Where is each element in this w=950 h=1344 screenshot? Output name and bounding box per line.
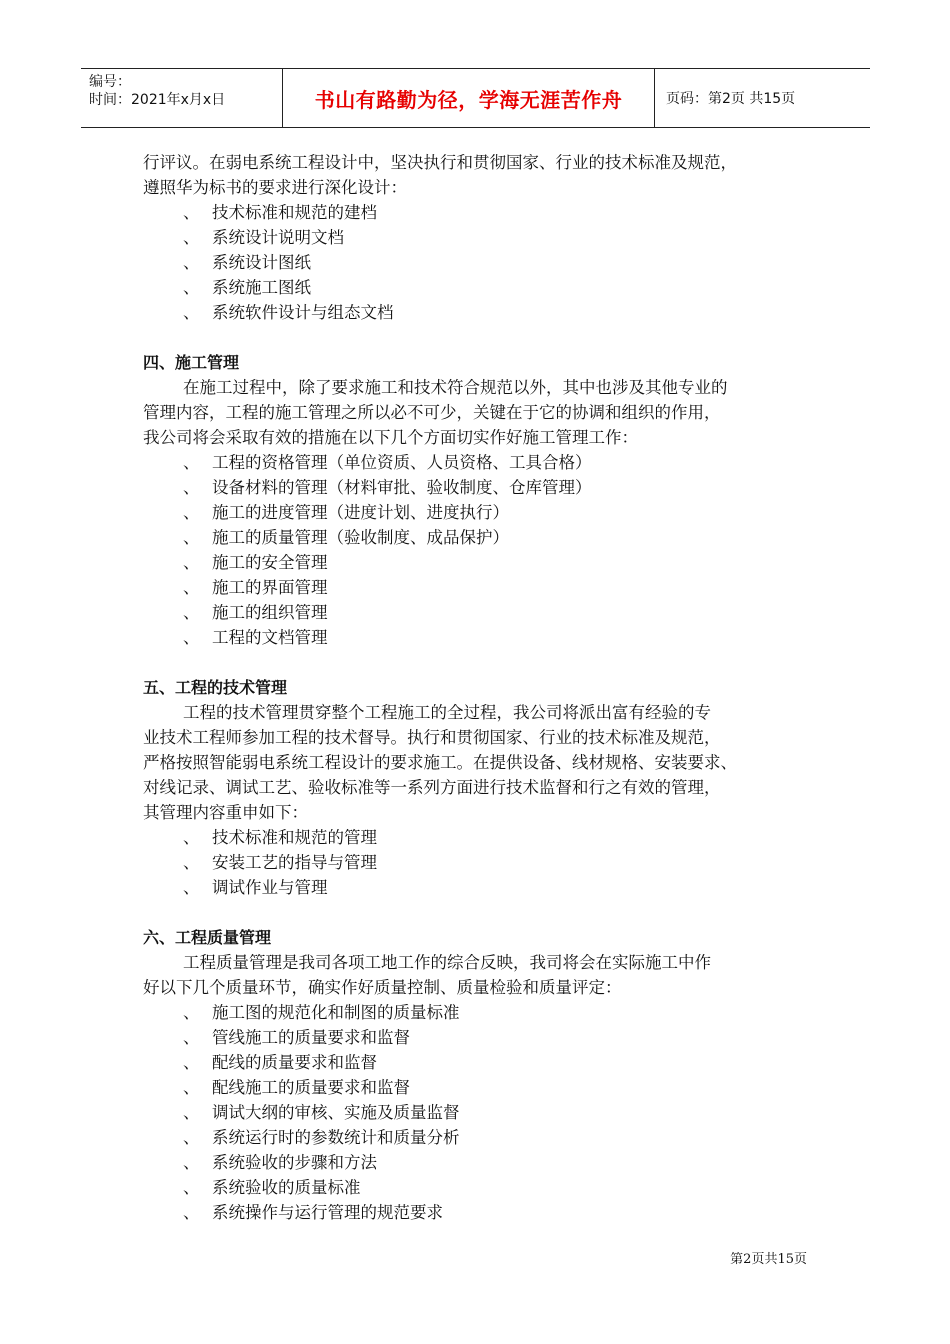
section-5-line-3: 严格按照智能弱电系统工程设计的要求施工。在提供设备、线材规格、安装要求、	[143, 753, 737, 772]
list-item-text: 施工的界面管理	[212, 578, 328, 597]
list-bullet: 、	[183, 278, 200, 297]
list-item	[143, 475, 823, 500]
list-item-text: 配线施工的质量要求和监督	[212, 1078, 410, 1097]
header-page-number: 页码：第2页 共15页	[666, 91, 796, 107]
list-item	[143, 575, 823, 600]
list-bullet: 、	[183, 1128, 200, 1147]
section-6-list	[143, 1000, 823, 1225]
list-item-text: 施工的进度管理（进度计划、进度执行）	[212, 503, 509, 522]
section-4-list	[143, 450, 823, 650]
list-item	[143, 875, 823, 900]
list-item	[143, 825, 823, 850]
list-item	[143, 200, 823, 225]
document-number-label: 编号：	[89, 74, 131, 90]
section-6-line-2: 好以下几个质量环节，确实作好质量控制、质量检验和质量评定：	[143, 978, 622, 997]
list-item	[143, 600, 823, 625]
list-item-text: 系统验收的质量标准	[212, 1178, 361, 1197]
list-item	[143, 1025, 823, 1050]
list-bullet: 、	[183, 628, 200, 647]
list-bullet: 、	[183, 503, 200, 522]
list-item-text: 施工的质量管理（验收制度、成品保护）	[212, 528, 509, 547]
list-item-text: 施工的安全管理	[212, 553, 328, 572]
page-header	[81, 68, 870, 128]
list-bullet: 、	[183, 1153, 200, 1172]
list-item-text: 系统运行时的参数统计和质量分析	[212, 1128, 460, 1147]
section-5-line-5: 其管理内容重申如下：	[143, 803, 308, 822]
list-item	[143, 1200, 823, 1225]
list-bullet: 、	[183, 1053, 200, 1072]
list-item	[143, 1075, 823, 1100]
list-item	[143, 1175, 823, 1200]
list-bullet: 、	[183, 553, 200, 572]
section-4-line-3: 我公司将会采取有效的措施在以下几个方面切实作好施工管理工作：	[143, 428, 638, 447]
list-item-text: 施工图的规范化和制图的质量标准	[212, 1003, 460, 1022]
list-item-text: 系统软件设计与组态文档	[212, 303, 394, 322]
list-item-text: 系统设计图纸	[212, 253, 311, 272]
list-item-text: 系统施工图纸	[212, 278, 311, 297]
list-bullet: 、	[183, 528, 200, 547]
document-time-label: 时间：2021年x月x日	[89, 92, 226, 108]
list-item	[143, 500, 823, 525]
intro-line-1: 行评议。在弱电系统工程设计中，坚决执行和贯彻国家、行业的技术标准及规范，	[143, 153, 737, 172]
document-body	[143, 150, 823, 1225]
intro-line-2: 遵照华为标书的要求进行深化设计：	[143, 178, 407, 197]
list-item-text: 系统验收的步骤和方法	[212, 1153, 377, 1172]
list-item	[143, 1125, 823, 1150]
list-item-text: 技术标准和规范的管理	[212, 828, 377, 847]
list-item	[143, 1150, 823, 1175]
list-item-text: 工程的文档管理	[212, 628, 328, 647]
list-bullet: 、	[183, 1003, 200, 1022]
intro-list	[143, 200, 823, 325]
section-5-line-2: 业技术工程师参加工程的技术督导。执行和贯彻国家、行业的技术标准及规范，	[143, 728, 721, 747]
list-bullet: 、	[183, 828, 200, 847]
list-bullet: 、	[183, 1078, 200, 1097]
section-5-heading: 五、工程的技术管理	[143, 678, 288, 697]
list-bullet: 、	[183, 853, 200, 872]
list-item	[143, 1000, 823, 1025]
section-4-line-1: 在施工过程中，除了要求施工和技术符合规范以外，其中也涉及其他专业的	[183, 378, 728, 397]
list-item	[143, 450, 823, 475]
section-6-line-1: 工程质量管理是我司各项工地工作的综合反映，我司将会在实际施工中作	[183, 953, 711, 972]
section-4-line-2: 管理内容，工程的施工管理之所以必不可少，关键在于它的协调和组织的作用，	[143, 403, 721, 422]
list-item-text: 施工的组织管理	[212, 603, 328, 622]
list-item-text: 管线施工的质量要求和监督	[212, 1028, 410, 1047]
list-bullet: 、	[183, 603, 200, 622]
list-item	[143, 1050, 823, 1075]
section-4-heading: 四、施工管理	[143, 353, 240, 372]
section-5-list	[143, 825, 823, 900]
header-meta	[81, 69, 282, 127]
list-item-text: 调试作业与管理	[212, 878, 328, 897]
list-bullet: 、	[183, 203, 200, 222]
section-6-heading: 六、工程质量管理	[143, 928, 272, 947]
section-5-line-4: 对线记录、调试工艺、验收标准等一系列方面进行技术监督和行之有效的管理，	[143, 778, 721, 797]
list-item	[143, 850, 823, 875]
list-item	[143, 525, 823, 550]
list-bullet: 、	[183, 1103, 200, 1122]
list-item-text: 系统操作与运行管理的规范要求	[212, 1203, 443, 1222]
list-item-text: 安装工艺的指导与管理	[212, 853, 377, 872]
header-motto: 书山有路勤为径，学海无涯苦作舟	[314, 87, 623, 112]
list-item-text: 调试大纲的审核、实施及质量监督	[212, 1103, 460, 1122]
list-bullet: 、	[183, 303, 200, 322]
list-item	[143, 225, 823, 250]
list-bullet: 、	[183, 253, 200, 272]
header-motto-cell	[282, 69, 655, 127]
page-footer-number: 第2页共15页	[730, 1252, 807, 1267]
list-bullet: 、	[183, 1178, 200, 1197]
list-item-text: 技术标准和规范的建档	[212, 203, 377, 222]
list-item	[143, 300, 823, 325]
section-5-line-1: 工程的技术管理贯穿整个工程施工的全过程，我公司将派出富有经验的专	[183, 703, 711, 722]
list-item	[143, 550, 823, 575]
list-item	[143, 275, 823, 300]
list-bullet: 、	[183, 1203, 200, 1222]
list-item-text: 工程的资格管理（单位资质、人员资格、工具合格）	[212, 453, 592, 472]
list-bullet: 、	[183, 453, 200, 472]
list-item-text: 系统设计说明文档	[212, 228, 344, 247]
list-item	[143, 1100, 823, 1125]
list-item-text: 设备材料的管理（材料审批、验收制度、仓库管理）	[212, 478, 592, 497]
list-item	[143, 250, 823, 275]
list-bullet: 、	[183, 878, 200, 897]
list-bullet: 、	[183, 228, 200, 247]
list-item-text: 配线的质量要求和监督	[212, 1053, 377, 1072]
list-bullet: 、	[183, 1028, 200, 1047]
list-bullet: 、	[183, 578, 200, 597]
list-bullet: 、	[183, 478, 200, 497]
header-page-cell	[655, 69, 870, 127]
list-item	[143, 625, 823, 650]
